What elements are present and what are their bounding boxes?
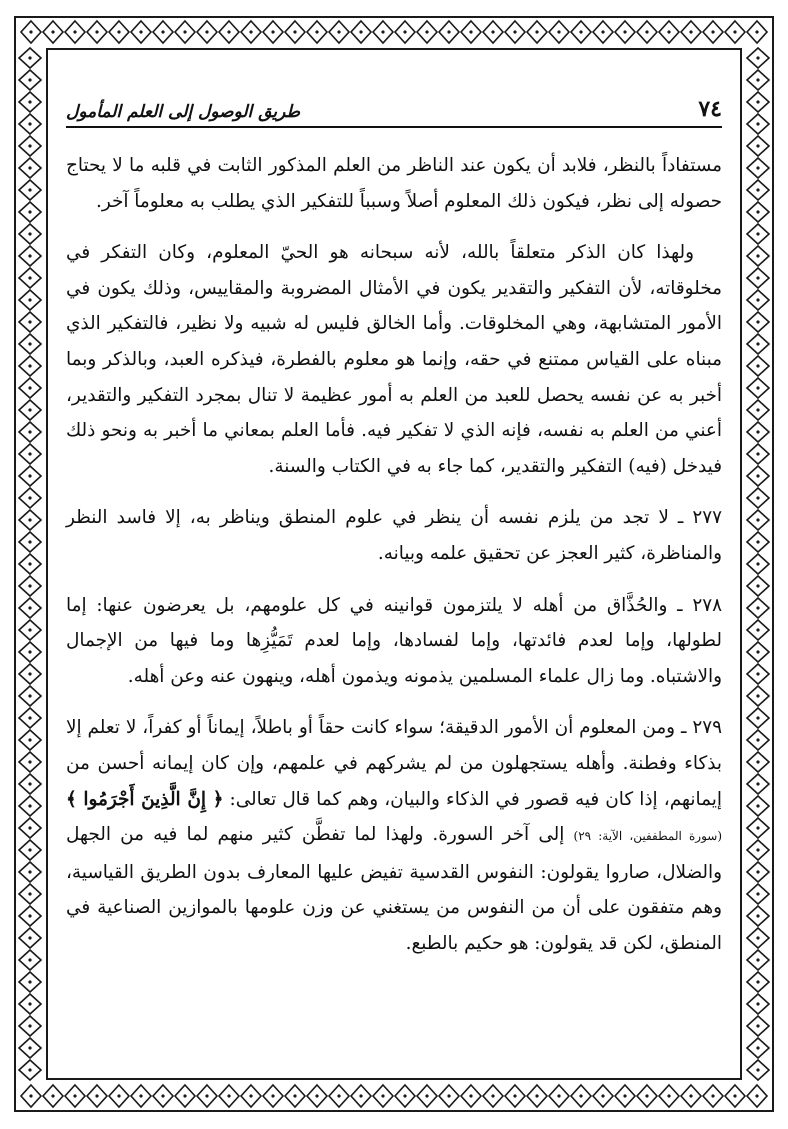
- running-title: طريق الوصول إلى العلم المأمول: [66, 102, 301, 122]
- ornamental-border-bottom: [16, 1082, 772, 1110]
- ornamental-border-top: [16, 18, 772, 46]
- quran-verse: ﴿ إِنَّ الَّذِينَ أَجْرَمُوا ﴾: [66, 788, 224, 810]
- paragraph-279-before: ٢٧٩ ـ ومن المعلوم أن الأمور الدقيقة؛ سواء كانت حقاً أو باطلاً، إيماناً أو كفراً، لا تعلم إلا بذكاء وفطنة. وأهله يستجهلون من لم يشركهم في علمهم، وإن كان إيمانه أحسن من إيمانهم، إذا كان فيه قصور في الذكاء والبيان، وهم كما قال تعالى:: [66, 717, 722, 810]
- paragraph-277: ٢٧٧ ـ لا تجد من يلزم نفسه أن ينظر في علوم المنطق ويناظر به، إلا فاسد النظر والمناظرة، كثير العجز عن تحقيق علمه وبيانه.: [66, 507, 722, 564]
- page-number: ٧٤: [698, 96, 722, 122]
- page-header: [66, 88, 722, 128]
- paragraph-278: ٢٧٨ ـ والحُذَّاق من أهله لا يلتزمون قوانينه في كل علومهم، بل يعرضون عنها: إما لطولها، وإما لعدم فائدتها، وإما لفسادها، وإما لعدم تَمَيُّزِها وما فيها من الإجمال والاشتباه. وما زال علماء المسلمين يذمونه ويذمون أهله، وينهون عنه وعن أهله.: [66, 594, 722, 687]
- paragraph-279-after: إلى آخر السورة. ولهذا لما تفطَّن كثير منهم لما فيه من الجهل والضلال، صاروا يقولون: النفوس القدسية تفيض عليها المعارف بدون الطريق القياسية، وهم متفقون على أن من النفوس من يستغني عن وزن علومها بالموازين الصناعية في المنطق، لكن قد يقولون: هو حكيم بالطبع.: [66, 824, 722, 954]
- paragraph-dhikr: ولهذا كان الذكر متعلقاً بالله، لأنه سبحانه هو الحيّ المعلوم، وكان التفكر في مخلوقاته، لأن التفكير والتقدير يكون في الأمثال المضروبة والمقاييس، وذلك يكون في الأمور المتشابهة، وهي المخلوقات. وأما الخالق فليس له شبيه ولا نظير، فالتفكير الذي مبناه على القياس ممتنع في حقه، وإنما هو معلوم بالفطرة، فيذكره العبد، وبالذكر وبما أخبر به عن نفسه يحصل للعبد من العلم به أمور عظيمة لا تنال بمجرد التفكير والتقدير، أعني من العلم به نفسه، فإنه الذي لا تفكير فيه. فأما العلم بمعاني ما أخبر به ونحو ذلك فيدخل (فيه) التفكير والتقدير، كما جاء به في الكتاب والسنة.: [66, 242, 722, 477]
- ornamental-border-left: [16, 46, 44, 1082]
- verse-citation: (سورة المطففين، الآية: ٢٩): [573, 829, 722, 844]
- paragraph-279: [66, 710, 722, 961]
- paragraph-continuation: مستفاداً بالنظر، فلابد أن يكون عند الناظر من العلم المذكور الثابت في قلبه ما لا يحتاج حصوله إلى نظر، فيكون ذلك المعلوم أصلاً وسبباً للتفكير الذي يطلب به معلوماً آخر.: [66, 155, 722, 212]
- ornamental-border-right: [744, 46, 772, 1082]
- page-body: [66, 148, 722, 977]
